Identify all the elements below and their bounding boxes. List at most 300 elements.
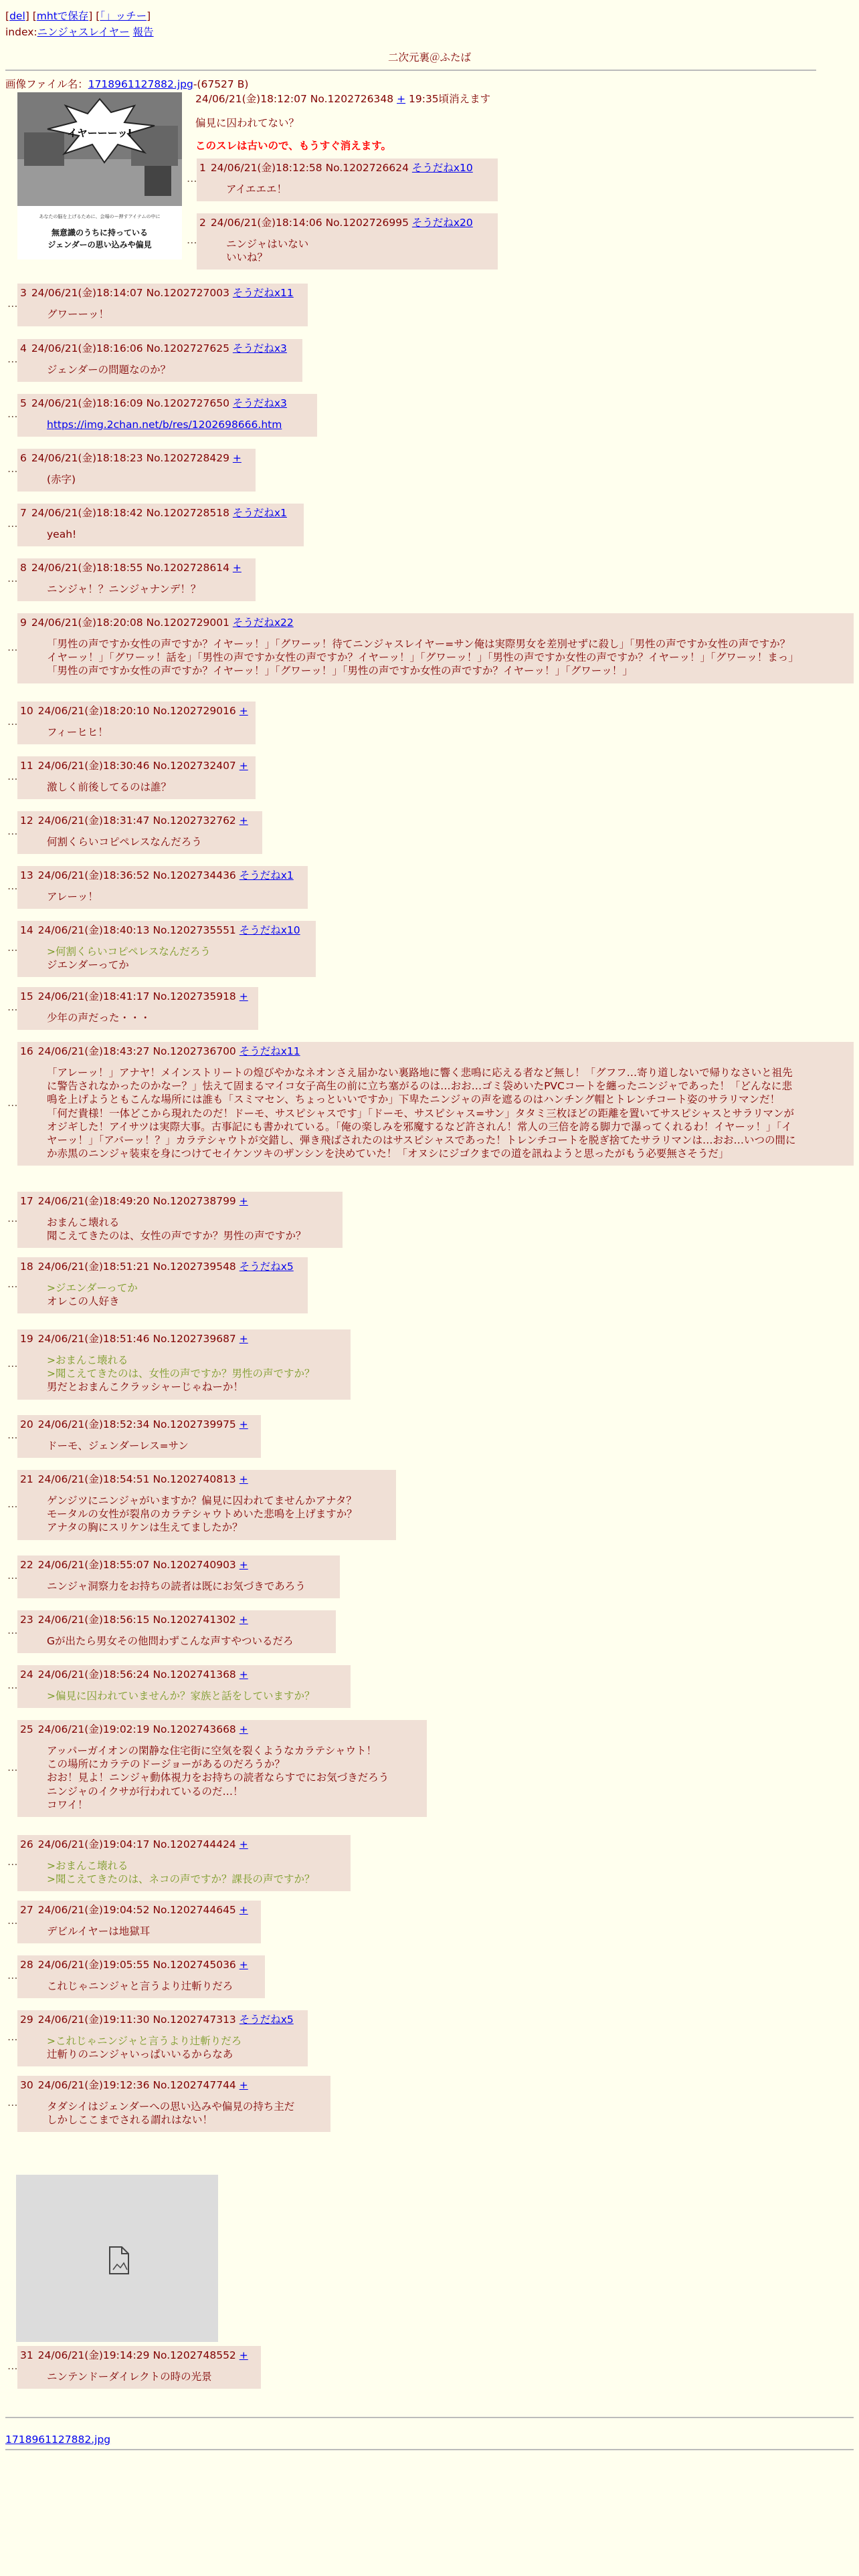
soudane-link[interactable]: そうだねx3 [232,342,287,354]
reply-header [20,1260,301,1273]
comment-line: いいね？ [226,251,268,264]
reply-header [20,1903,254,1917]
reply-number: 29 [20,2014,33,2026]
reply-body [47,473,249,486]
index-line [5,25,154,39]
soudane-link[interactable]: そうだねx22 [232,617,294,629]
reply-body [47,780,249,794]
comment-line: ニンジャ！？ニンジャナンデ！？ [47,583,201,596]
comment-line: グワーーッ！ [47,308,110,321]
reply-date: 24/06/21(金)18:20:10 [37,705,150,717]
reply-header [20,990,252,1003]
reply-dots: … [7,1429,18,1441]
soudane-link[interactable]: + [239,1333,248,1345]
reply-dots: … [7,1357,18,1370]
reply-number: 8 [20,562,27,574]
reply-header [199,161,491,175]
comment-line: オレこの人好き [47,1295,120,1308]
reply-post [17,1192,343,1248]
comment-line: 激しく前後してるのは誰？ [47,781,172,794]
reply-post [17,558,256,601]
soudane-link[interactable]: + [239,1614,248,1626]
comment-line: ヤーッ！」「アバーッ！？」カラテシャウトが交錯し、弾き飛ばされたのはサスピシャスであった！トレンチコートを脱ぎ捨てたサラリマンは…おお…いつの間に [47,1134,796,1146]
quote-line: >ジエンダーってか [47,1282,138,1295]
reply-body [47,1066,847,1160]
reply-dots: … [7,1497,18,1510]
reply-date: 24/06/21(金)18:55:07 [37,1559,150,1571]
reply-header [20,759,249,772]
quote-line: >何割くらいコピペレスなんだろう [47,946,211,958]
index-label: index: [5,26,37,38]
reply-date: 24/06/21(金)18:40:13 [37,924,150,936]
soudane-link[interactable]: + [239,1669,248,1681]
reply-post [17,1720,427,1817]
reply-id: No.1202732762 [153,815,236,827]
reply-dots: … [187,173,197,185]
reply-id: No.1202728614 [146,562,229,574]
thumb-small-text: あなたの脳を上げるために、会場のー押すアイテムの中に [39,214,161,219]
bottom-filename-link[interactable]: 1718961127882.jpg [5,2434,111,2446]
op-filename-link[interactable]: 1718961127882.jpg [88,78,193,90]
reply-number: 2 [199,217,206,229]
reply-post [17,613,854,683]
soudane-link[interactable]: + [239,1723,248,1735]
reply-dots: … [7,1679,18,1691]
reply-id: No.1202728518 [146,507,229,519]
comment-line: デビルイヤーは地獄耳 [47,1925,151,1938]
reply-date: 24/06/21(金)18:20:08 [31,617,143,629]
reply-body [47,582,249,596]
comment-line: タダシイはジェンダーへの思い込みや偏見の持ち主だ [47,2101,295,2113]
reply-number: 20 [20,1418,33,1430]
reply-post [17,1555,340,1598]
comment-line: 聞こえてきたのは、女性の声ですか？男性の声ですか？ [47,1230,306,1243]
comment-line: ジエンダーってか [47,959,129,972]
reply-number: 28 [20,1959,33,1971]
reply-date: 24/06/21(金)18:31:47 [37,815,150,827]
reply-id: No.1202729001 [146,617,229,629]
comment-line: 辻斬りのニンジャいっぱいいるからなあ [47,2048,233,2061]
soudane-link[interactable]: + [239,1559,248,1571]
broken-image-icon [16,2175,218,2342]
reply-header [20,2013,301,2026]
reply-body [47,528,297,541]
reply-number: 14 [20,924,33,936]
comment-line: 鳴を上げようともこんな場所には誰も「スミマセン、ちょっといいですか」下卑たニンジャの声を遮るのはハンチング帽とトレンチコート姿のサラリマンだ！ [47,1093,781,1106]
op-comment: 偏見に囚われてない？ [195,117,300,130]
reply-number: 7 [20,507,27,519]
soudane-link[interactable]: + [239,2349,248,2361]
reply-id: No.1202747313 [153,2014,236,2026]
reply-header [20,1045,847,1058]
reply-header [20,869,301,882]
reply-url-link[interactable]: https://img.2chan.net/b/res/1202698666.htm [47,419,282,431]
reply-dots: … [7,518,18,530]
comment-line: ニンジャのイクサが行われているのだ…！ [47,1785,244,1798]
reply-dots: … [7,2097,18,2109]
reply-dots: … [7,572,18,584]
reply-date: 24/06/21(金)18:16:09 [31,397,143,409]
reply-body [47,1634,329,1648]
comment-line: おまんこ壊れる [47,1216,120,1229]
del-link[interactable]: del [9,10,25,22]
reply-date: 24/06/21(金)18:18:42 [31,507,143,519]
site-title: 二次元裏＠ふたば [387,51,471,64]
reply-dots: … [7,880,18,892]
reply-date: 24/06/21(金)18:43:27 [37,1045,150,1057]
reply-id: No.1202726995 [325,217,409,229]
reply-id: No.1202727625 [146,342,229,354]
soudane-link[interactable]: そうだねx5 [239,1261,294,1273]
reply-header [20,451,249,465]
comment-line: アナタの胸にスリケンは生えてましたか？ [47,1521,243,1534]
reply-dots: … [7,1915,18,1927]
comment-line: アッパーガイオンの閑静な住宅街に空気を裂くようなカラテシャウト！ [47,1745,377,1757]
letch-link[interactable]: 「」ッチー [100,10,147,22]
reply-body [47,1859,344,1886]
reply-date: 24/06/21(金)18:16:06 [31,342,143,354]
reply-header [20,342,296,355]
reply-post [197,158,498,201]
reply-body [226,237,491,264]
reply-post [17,1665,351,1708]
reply-id: No.1202740903 [153,1559,236,1571]
reply-dots: … [7,1969,18,1981]
reply-dots: … [7,463,18,475]
reply-post [17,339,302,382]
reply-body [47,945,309,972]
reply-id: No.1202727003 [146,287,229,299]
soudane-link[interactable]: そうだねx5 [239,2014,294,2026]
reply-number: 13 [20,869,33,881]
reply-header [20,1613,329,1626]
reply-post [17,756,256,799]
reply-number: 5 [20,397,27,409]
soudane-link[interactable]: + [239,990,248,1002]
reply-date: 24/06/21(金)18:41:17 [37,990,150,1002]
reply-body [47,1689,344,1703]
reply-id: No.1202727650 [146,397,229,409]
reply-date: 24/06/21(金)18:18:55 [31,562,143,574]
reply-number: 9 [20,617,27,629]
comment-line: 「何だ貴様！一体どこから現れたのだ！ドーモ、サスピシャスです」「ドーモ、サスピシャス=サン」タタミ三枚ほどの距離を置いてサスピシャスとサラリマンが [47,1107,795,1119]
reply-id: No.1202739687 [153,1333,236,1345]
reply-header [20,1668,344,1681]
reply-post [17,1835,351,1891]
comment-line: ニンジャはいない [226,238,309,251]
reply-id: No.1202739548 [153,1261,236,1273]
op-file-info [5,78,248,91]
reply-id: No.1202748552 [153,2349,236,2361]
reply-id: No.1202734436 [153,869,236,881]
comment-line: フィーヒヒ！ [47,726,108,739]
reply-body [47,1494,389,1534]
reply-id: No.1202739975 [153,1418,236,1430]
reply-number: 21 [20,1473,33,1485]
reply-date: 24/06/21(金)18:49:20 [37,1195,150,1207]
index-tag-link[interactable]: ニンジャスレイヤー [37,26,130,38]
comment-line: Gが出たら男女その他問わずこんな声すやついるだろ [47,1635,294,1648]
soudane-link[interactable]: そうだねx11 [232,287,294,299]
op-number: No.1202726348 [310,93,394,105]
reply-body [47,363,296,377]
comment-line: イヤーッ！」「グワーッ！話を」「男性の声ですか女性の声ですか？イヤーッ！」「グワーッ！」「男性の声ですか女性の声ですか？イヤーッ！」「グワーッ！まっ」 [47,651,799,664]
reply-id: No.1202747744 [153,2079,236,2091]
reply-date: 24/06/21(金)18:51:21 [37,1261,150,1273]
soudane-link[interactable]: + [239,760,248,772]
reply-post [17,394,317,437]
reply-dots: … [7,641,18,653]
reply-number: 12 [20,815,33,827]
reply-number: 3 [20,287,27,299]
reply-number: 6 [20,452,27,464]
reply-dots: … [7,1278,18,1290]
divider [5,2417,854,2418]
reply-date: 24/06/21(金)18:51:46 [37,1333,150,1345]
reply-date: 24/06/21(金)19:11:30 [37,2014,150,2026]
soudane-link[interactable]: + [239,1195,248,1207]
reply-number: 1 [199,162,206,174]
comment-line: ゲンジツにニンジャがいますか？偏見に囚われてませんかアナタ？ [47,1495,357,1507]
comment-line: yeah! [47,528,77,541]
reply-body [47,726,249,739]
reply-id: No.1202728429 [146,452,229,464]
reply-post [17,2010,308,2066]
reply-id: No.1202726624 [325,162,409,174]
reply-body [47,1216,336,1243]
reply-dots: … [7,1856,18,1868]
reply-body [47,418,310,431]
reply-id: No.1202744645 [153,1904,236,1916]
reply-date: 24/06/21(金)18:52:34 [37,1418,150,1430]
comment-line: 「男性の声ですか女性の声ですか？イヤーッ！」「グワーッ！待てニンジャスレイヤー=サン俺は実際男女を差別せずに殺し」「男性の声ですか女性の声ですか？ [47,638,791,651]
quote-line: >おまんこ壊れる [47,1860,128,1872]
soudane-link[interactable]: そうだねx10 [411,162,473,174]
reply-header [20,924,309,937]
reply-number: 4 [20,342,27,354]
reply-post [17,284,308,326]
op-warning: このスレは古いので、もうすぐ消えます。 [195,140,391,152]
reply-post [17,504,304,546]
reply-id: No.1202738799 [153,1195,236,1207]
comment-line: 「アレーッ！」アナヤ！メインストリートの煌びやかなネオンさえ届かない裏路地に響く悲鳴に応える者など無し！「グフフ…寄り道しないで帰りなさいと祖先 [47,1067,793,1079]
quote-line: >おまんこ壊れる [47,1354,128,1367]
soudane-link[interactable]: + [239,1838,248,1850]
reply-post [17,2346,261,2389]
reply-header [20,286,301,300]
reply-header [20,1558,333,1572]
soudane-link[interactable]: + [239,1473,248,1485]
reply-header [20,1473,389,1486]
op-post [195,92,490,152]
reply-header [20,1723,420,1736]
soudane-link[interactable]: + [232,452,242,464]
reply-id: No.1202744424 [153,1838,236,1850]
comment-line: ジェンダーの問題なのか？ [47,364,171,377]
reply-dots: … [7,1212,18,1224]
op-expire: 19:35頃消えます [409,93,491,105]
soudane-link[interactable]: + [232,562,242,574]
soudane-link[interactable]: + [239,705,248,717]
comment-line: 少年の声だった・・・ [47,1012,151,1025]
reply-dots: … [7,2360,18,2372]
reply-header [20,1958,258,1971]
soudane-link[interactable]: そうだねx10 [239,924,300,936]
reply-dots: … [7,1570,18,1582]
op-thumbnail-image [17,92,182,259]
reply-dots: … [7,942,18,954]
reply-id: No.1202740813 [153,1473,236,1485]
reply-dots: … [7,298,18,310]
reply-body [226,183,491,196]
reply-id: No.1202729016 [153,705,236,717]
comment-line: アイエエエ！ [226,183,287,196]
comment-line: コワイ！ [47,1798,88,1811]
reply-header [20,1838,344,1851]
reply-date: 24/06/21(金)19:02:19 [37,1723,150,1735]
reply-dots: … [7,716,18,728]
reply-body [47,308,301,321]
reply-id: No.1202745036 [153,1959,236,1971]
reply-number: 26 [20,1838,33,1850]
quote-line: >聞こえてきたのは、女性の声ですか？男性の声ですか？ [47,1368,315,1380]
reply-number: 18 [20,1261,33,1273]
bottom-file-link-wrap [5,2433,110,2446]
reply-id: No.1202735551 [153,924,236,936]
thumb-line1: 無意識のうちに持っている [51,228,149,237]
reply-header [20,1332,344,1346]
reply-date: 24/06/21(金)18:56:24 [37,1669,150,1681]
soudane-link[interactable]: そうだねx1 [232,507,287,519]
reply-date: 24/06/21(金)19:04:52 [37,1904,150,1916]
op-filesize: -(67527 B) [193,78,249,90]
reply-post [17,1610,336,1653]
reply-date: 24/06/21(金)18:30:46 [37,760,150,772]
reply-post [17,449,256,492]
reply-header [20,2349,254,2362]
reply-dots: … [7,825,18,837]
reply-post [17,1415,261,1458]
reply-body [47,1744,420,1812]
comment-line: これじゃニンジャと言うより辻斬りだろ [47,1980,233,1993]
reply-header [20,704,249,718]
comment-line: しかしここまでされる謂れはない！ [47,2114,213,2127]
op-thumbnail[interactable] [17,92,182,259]
quote-line: >これじゃニンジャと言うより辻斬りだろ [47,2035,242,2048]
reply-dots: … [7,1624,18,1636]
thumb-shout-text: イヤーーーッ! [67,127,132,139]
reply-header [20,2078,324,2092]
reply-post [17,2076,330,2132]
reply-body [47,1281,301,1308]
reply-post [17,702,256,744]
reply-dots: … [7,770,18,782]
soudane-link[interactable]: そうだねx11 [239,1045,300,1057]
reply-date: 24/06/21(金)18:54:51 [37,1473,150,1485]
soudane-link[interactable]: + [239,2079,248,2091]
reply-header [20,561,249,574]
reply-date: 24/06/21(金)19:04:17 [37,1838,150,1850]
reply-number: 17 [20,1195,33,1207]
reply-date: 24/06/21(金)18:18:23 [31,452,143,464]
reply-id: No.1202736700 [153,1045,236,1057]
soudane-link[interactable]: そうだねx3 [232,397,287,409]
reply-body [47,2100,324,2127]
comment-line: おお！見よ！ニンジャ動体視力をお持ちの読者ならすでにお気づきだろう [47,1772,389,1784]
soudane-link[interactable]: + [239,1959,248,1971]
reply-number: 11 [20,760,33,772]
reply-dots: … [7,1001,18,1013]
reply-dots: … [7,353,18,365]
reply-id: No.1202741302 [153,1614,236,1626]
reply-dots: … [187,234,197,246]
report-link[interactable]: 報告 [132,26,154,38]
reply-body [47,1439,254,1453]
op-date: 24/06/21(金)18:12:07 [195,93,307,105]
reply-post [17,866,308,909]
comment-line: か赤黒のニンジャ装束を身につけてセイケンツキのザンシンを決めていた！「オヌシにジゴクまでの道を訊ねようと思ったがもう必要無さそうだ」 [47,1147,729,1160]
reply-post [17,1955,265,1998]
reply-number: 23 [20,1614,33,1626]
comment-line: 男だとおまんこクラッシャーじゃねーか！ [47,1381,244,1394]
reply-post [17,1470,396,1540]
file-label: 画像ファイル名： [5,78,88,90]
comment-line: 何割くらいコピペレスなんだろう [47,836,202,849]
reply-post [17,1257,308,1313]
comment-line: に警告されなかったのかなー？」怯えて固まるマイコ女子高生の前に立ち塞がるのは…おお…ゴミ袋めいたPVCコートを纏ったニンジャであった！「どんなに悲 [47,1080,792,1093]
reply-date: 24/06/21(金)18:56:15 [37,1614,150,1626]
reply-number: 22 [20,1559,33,1571]
reply-header [20,506,297,520]
mht-save-link[interactable]: mhtで保存 [36,10,89,22]
soudane-link[interactable]: + [239,815,248,827]
soudane-link[interactable]: そうだねx20 [411,217,473,229]
op-plus-link[interactable]: + [397,93,406,105]
soudane-link[interactable]: そうだねx1 [239,869,294,881]
reply-number: 25 [20,1723,33,1735]
comment-line: アレーッ！ [47,891,98,903]
reply-number: 27 [20,1904,33,1916]
reply-post [17,811,262,854]
image-placeholder [16,2175,218,2342]
reply-dots: … [7,408,18,420]
reply-body [47,1011,252,1025]
reply-number: 15 [20,990,33,1002]
reply-id: No.1202735918 [153,990,236,1002]
reply-header [199,216,491,229]
reply-number: 10 [20,705,33,717]
reply-body [47,835,256,849]
reply-header [20,814,256,827]
reply-header [20,1418,254,1431]
reply-date: 24/06/21(金)19:14:29 [37,2349,150,2361]
reply-body [47,637,847,677]
reply-dots: … [7,2031,18,2043]
soudane-link[interactable]: + [239,1418,248,1430]
reply-post [197,213,498,270]
soudane-link[interactable]: + [239,1904,248,1916]
reply-date: 24/06/21(金)18:14:06 [210,217,322,229]
divider [5,70,816,71]
reply-number: 24 [20,1669,33,1681]
reply-body [47,890,301,903]
reply-date: 24/06/21(金)19:12:36 [37,2079,150,2091]
reply-body [47,1925,254,1938]
reply-date: 24/06/21(金)18:14:07 [31,287,143,299]
reply-header [20,616,847,629]
reply-header [20,397,310,410]
reply-dots: … [7,1761,18,1774]
